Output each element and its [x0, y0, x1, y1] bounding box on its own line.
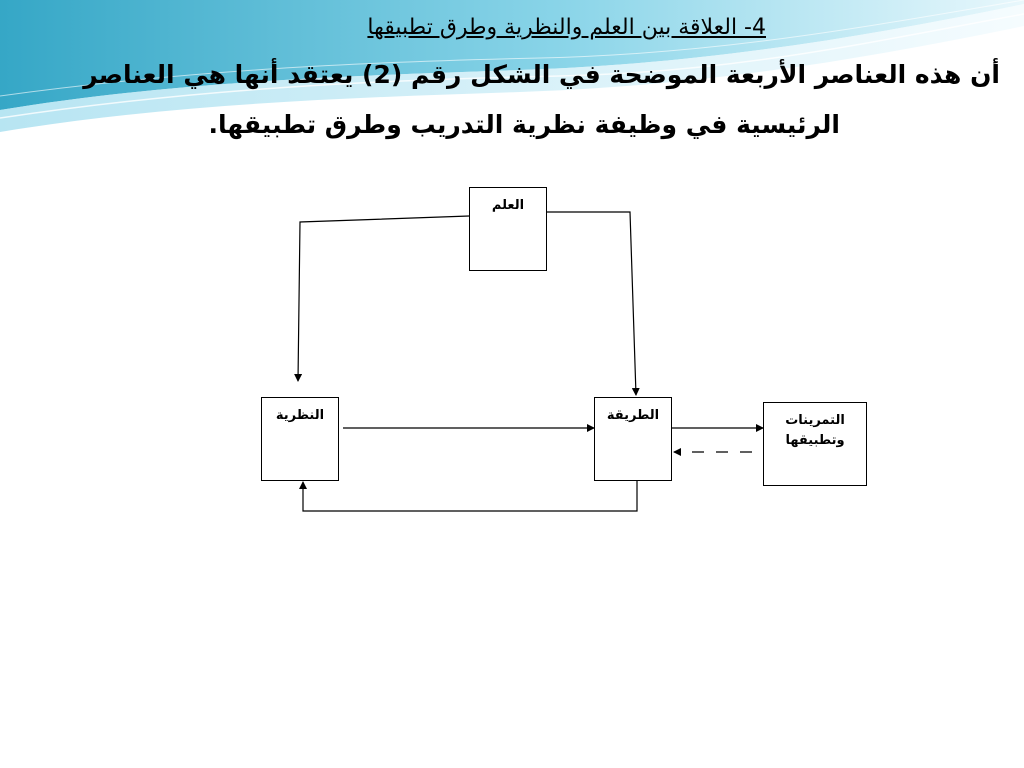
arrow-method-to-theory-feedback: [303, 481, 637, 511]
node-science-label: العلم: [491, 198, 525, 213]
node-science: [469, 187, 547, 271]
node-theory: [261, 397, 339, 481]
intro-text-line-2: الرئيسية في وظيفة نظرية التدريب وطرق تطبيقها.: [208, 110, 840, 139]
node-method: [594, 397, 672, 481]
node-exercises: [763, 402, 867, 486]
node-theory-label: النظرية: [275, 408, 325, 423]
arrow-science-to-theory: [298, 216, 469, 381]
intro-text-line-1: أن هذه العناصر الأربعة الموضحة في الشكل رقم (2) يعتقد أنها هي العناصر: [83, 60, 1000, 89]
node-exercises-label-line-1: التمرينات: [785, 413, 845, 428]
arrow-science-to-method: [547, 212, 636, 395]
slide-title: 4- العلاقة بين العلم والنظرية وطرق تطبيقها: [367, 15, 766, 40]
node-method-label: الطريقة: [606, 408, 660, 423]
node-exercises-label-line-2: وتطبيقها: [785, 433, 845, 448]
